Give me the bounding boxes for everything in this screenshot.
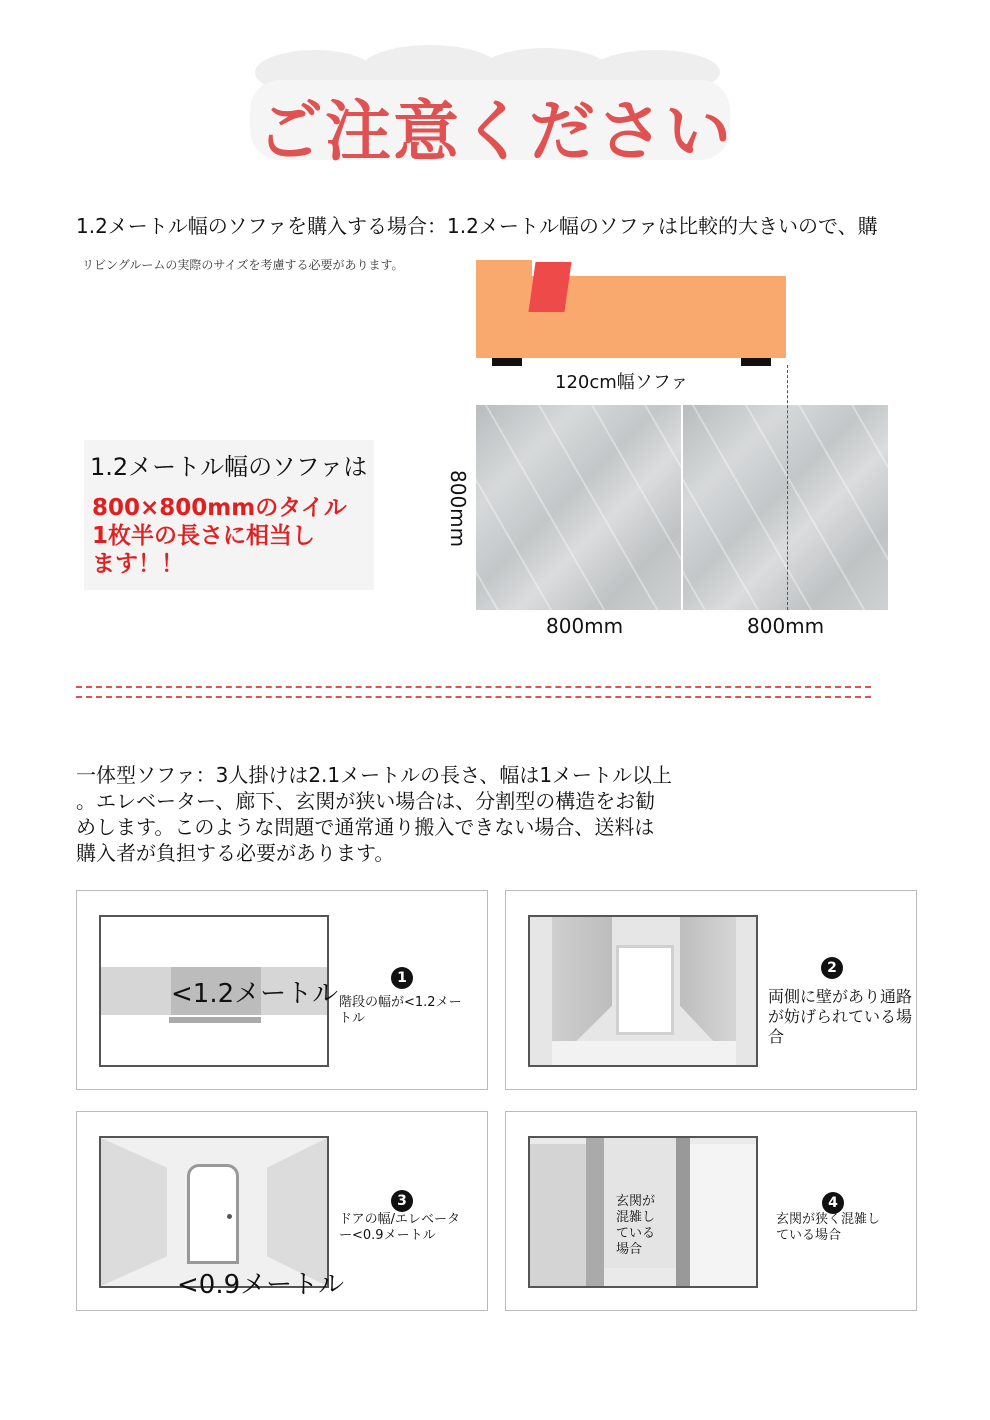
intro-line: 1.2メートル幅のソファを購入する場合：1.2メートル幅のソファは比較的大きいので、購 [76,214,878,238]
sofa-cushion [528,262,571,312]
door-wall-left [101,1138,167,1286]
panel-3-number: 3 [391,1190,413,1212]
corridor-floor [552,1041,736,1065]
tile-1 [476,405,681,610]
sofa-illustration [476,276,786,358]
entrance-pillar [676,1138,690,1286]
panel-4-caption: 玄関が狭く混雑し ている場合 [776,1212,881,1243]
panel-4-number: 4 [822,1192,844,1214]
sofa-end-marker [787,365,788,610]
intro-note: リビングルームの実際のサイズを考慮する必要があります。 [82,258,404,272]
corridor-illustration [528,915,758,1067]
panel-1-caption: 階段の幅が<1.2メー トル [339,995,462,1026]
door-knob [227,1214,232,1219]
sofa-leg [741,358,771,366]
panel-door [76,1111,488,1311]
tile-height-label: 800mm [446,470,470,548]
entrance-wall-right [690,1144,756,1286]
page-title: ご注意ください [257,93,733,170]
sofa-label: 120cm幅ソファ [555,372,689,393]
panel-stairs [76,890,488,1090]
panel-1-width: <1.2メートル [171,979,339,1009]
panel-3-caption: ドアの幅/エレベータ ー<0.9メートル [339,1212,460,1243]
panel-2-caption: 両側に壁があり通路 が妨げられている場合 [768,987,913,1046]
panel-2-number: 2 [821,957,843,979]
sofa-leg [492,358,522,366]
separator [76,686,871,688]
tile-width-label-2: 800mm [747,614,825,638]
panel-4-inner: 玄関が 混雑し ている 場合 [616,1194,656,1257]
panel-entrance [505,1111,917,1311]
entrance-pillar [586,1138,604,1286]
tile-width-label-1: 800mm [546,614,624,638]
callout-head: 1.2メートル幅のソファは [90,453,368,481]
panel-3-width: <0.9メートル [177,1270,345,1300]
sofa-paragraph: 一体型ソファ：3人掛けは2.1メートルの長さ、幅は1メートル以上 。エレベーター、廊下、玄関が狭い場合は、分割型の構造をお勧 めします。このような問題で通常通り搬入できない場合、送料は 購入者が負担する必要があります。 [76,763,673,865]
callout-red: 800×800mmのタイル 1枚半の長さに相当し ます！！ [92,495,347,577]
entrance-wall-left [530,1144,586,1286]
stairs-step [169,1017,261,1023]
tile-2 [683,405,888,610]
panel-corridor [505,890,917,1090]
separator [76,696,871,698]
panel-1-number: 1 [391,967,413,989]
corridor-door [616,945,674,1035]
